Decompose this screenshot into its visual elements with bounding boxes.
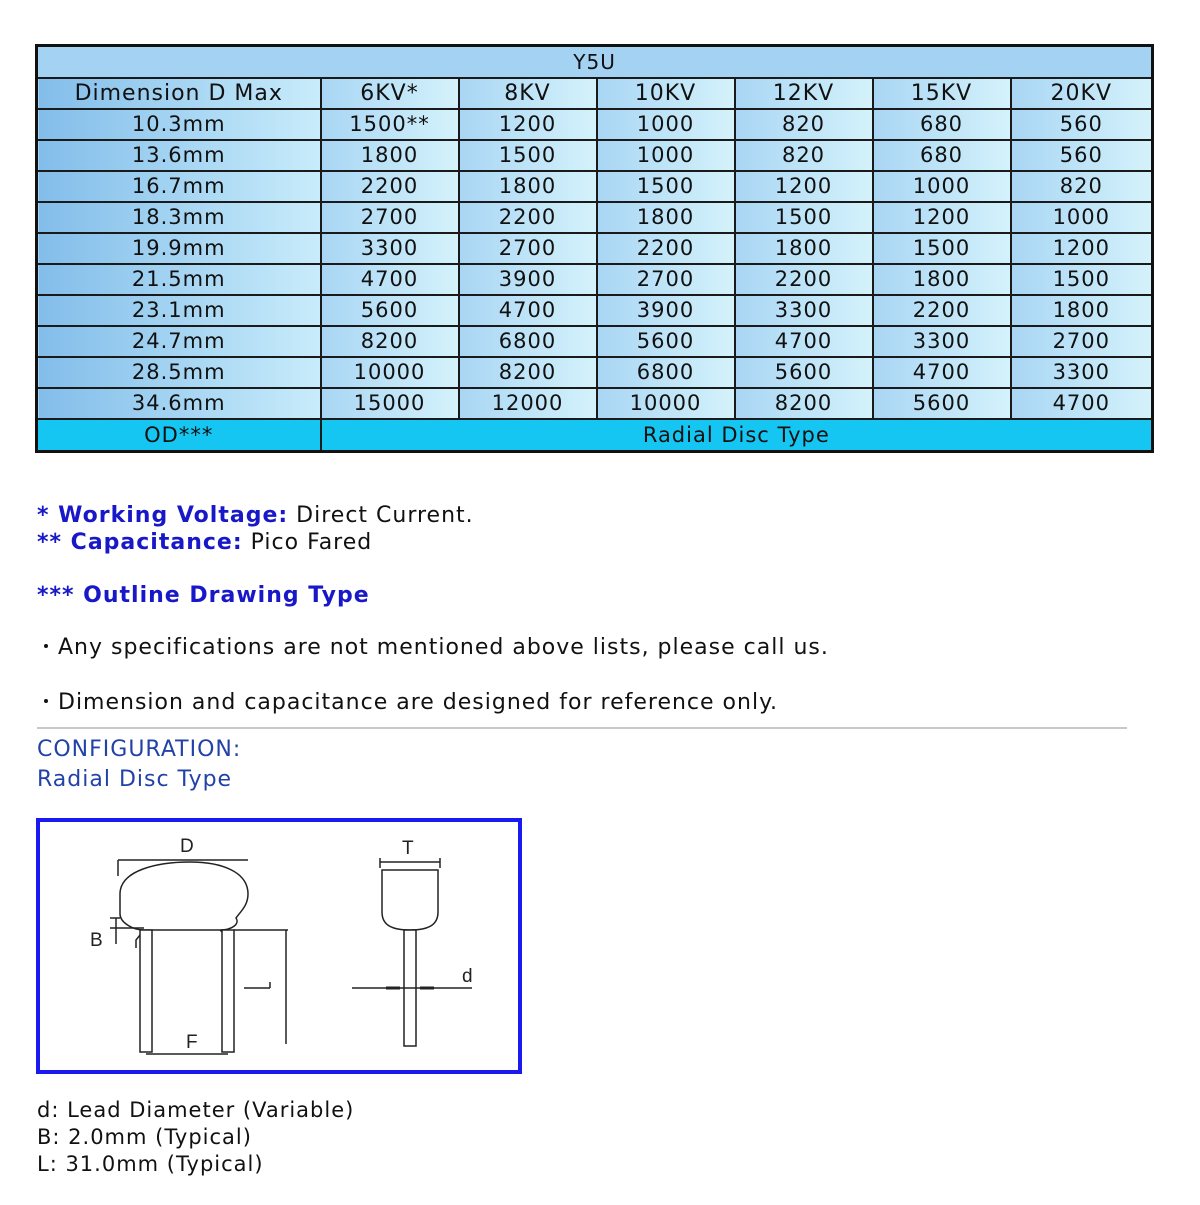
capacitance-cell: 820 [735, 140, 873, 171]
capacitance-cell: 560 [1011, 140, 1153, 171]
capacitance-cell: 560 [1011, 109, 1153, 140]
outline-drawing [36, 818, 522, 1074]
capacitance-cell: 1800 [597, 202, 735, 233]
capacitance-cell: 1200 [459, 109, 597, 140]
capacitance-cell: 5600 [597, 326, 735, 357]
note-capacitance-value: Pico Fared [242, 530, 373, 555]
spec-table [35, 44, 1154, 453]
capacitance-cell: 1000 [1011, 202, 1153, 233]
capacitance-cell: 6800 [459, 326, 597, 357]
capacitance-cell: 680 [873, 109, 1011, 140]
table-row [37, 202, 1153, 233]
table-row [37, 233, 1153, 264]
capacitance-cell: 1800 [1011, 295, 1153, 326]
capacitance-cell: 15000 [321, 388, 459, 419]
capacitance-cell: 6800 [597, 357, 735, 388]
capacitance-cell: 8200 [321, 326, 459, 357]
column-header: 8KV [459, 78, 597, 109]
capacitance-cell: 2700 [1011, 326, 1153, 357]
capacitance-cell: 2700 [321, 202, 459, 233]
row-dimension: 10.3mm [37, 109, 321, 140]
row-dimension: 13.6mm [37, 140, 321, 171]
note-working-voltage-value: Direct Current. [288, 503, 474, 528]
capacitance-cell: 1200 [873, 202, 1011, 233]
column-header: Dimension D Max [37, 78, 321, 109]
note-bullet-2-text: Dimension and capacitance are designed for reference only. [58, 690, 778, 715]
capacitance-cell: 2700 [459, 233, 597, 264]
table-row [37, 295, 1153, 326]
disc-body-front [120, 862, 248, 930]
row-dimension: 24.7mm [37, 326, 321, 357]
table-row [37, 326, 1153, 357]
od-value: Radial Disc Type [321, 419, 1153, 452]
row-dimension: 28.5mm [37, 357, 321, 388]
table-row [37, 388, 1153, 419]
capacitance-cell: 1800 [735, 233, 873, 264]
capacitance-cell: 1000 [597, 109, 735, 140]
note-working-voltage [37, 503, 474, 528]
capacitance-cell: 8200 [735, 388, 873, 419]
capacitance-cell: 1500 [597, 171, 735, 202]
capacitance-cell: 3900 [597, 295, 735, 326]
column-header: 15KV [873, 78, 1011, 109]
drawing-label-f: F [186, 1032, 198, 1053]
note-outline: *** Outline Drawing Type [37, 583, 370, 608]
lead-left [140, 930, 152, 1052]
capacitance-cell: 1500 [1011, 264, 1153, 295]
column-header: 12KV [735, 78, 873, 109]
capacitance-cell: 3300 [1011, 357, 1153, 388]
note-bullet-1 [44, 635, 829, 660]
capacitance-cell: 2700 [597, 264, 735, 295]
drawing-label-b: B [90, 930, 103, 951]
table-od-row [37, 419, 1153, 452]
capacitance-cell: 8200 [459, 357, 597, 388]
note-capacitance-label: ** Capacitance: [37, 530, 243, 555]
table-row [37, 264, 1153, 295]
note-working-voltage-label: * Working Voltage: [37, 503, 289, 528]
capacitance-cell: 3900 [459, 264, 597, 295]
capacitance-cell: 1500 [735, 202, 873, 233]
table-row [37, 109, 1153, 140]
table-title: Y5U [37, 46, 1153, 79]
capacitance-cell: 2200 [597, 233, 735, 264]
capacitance-cell: 2200 [321, 171, 459, 202]
capacitance-cell: 4700 [735, 326, 873, 357]
capacitance-cell: 1000 [873, 171, 1011, 202]
capacitance-cell: 1200 [735, 171, 873, 202]
capacitance-cell: 3300 [735, 295, 873, 326]
capacitance-cell: 820 [1011, 171, 1153, 202]
capacitance-cell: 10000 [321, 357, 459, 388]
table-row [37, 171, 1153, 202]
capacitance-cell: 1500** [321, 109, 459, 140]
legend-b: B: 2.0mm (Typical) [37, 1125, 252, 1149]
capacitance-cell: 12000 [459, 388, 597, 419]
row-dimension: 16.7mm [37, 171, 321, 202]
table-header-row [37, 78, 1153, 109]
table-title-row [37, 46, 1153, 79]
column-header: 20KV [1011, 78, 1153, 109]
capacitance-cell: 1200 [1011, 233, 1153, 264]
capacitance-cell: 1800 [459, 171, 597, 202]
drawing-label-t: T [402, 838, 414, 859]
capacitance-cell: 4700 [459, 295, 597, 326]
capacitance-cell: 5600 [321, 295, 459, 326]
capacitance-cell: 4700 [873, 357, 1011, 388]
row-dimension: 18.3mm [37, 202, 321, 233]
divider [37, 727, 1127, 729]
note-capacitance [37, 530, 372, 555]
capacitance-cell: 5600 [735, 357, 873, 388]
capacitance-cell: 1000 [597, 140, 735, 171]
capacitance-cell: 3300 [873, 326, 1011, 357]
legend-l: L: 31.0mm (Typical) [37, 1152, 264, 1176]
capacitance-cell: 1500 [459, 140, 597, 171]
capacitance-cell: 4700 [1011, 388, 1153, 419]
bullet-dot-icon [44, 644, 48, 648]
drawing-label-d-upper: D [180, 836, 194, 857]
drawing-label-d-lower: d [462, 966, 473, 987]
configuration-heading: CONFIGURATION: [37, 737, 242, 762]
row-dimension: 19.9mm [37, 233, 321, 264]
capacitance-cell: 5600 [873, 388, 1011, 419]
lead-right [222, 930, 234, 1052]
capacitance-cell: 3300 [321, 233, 459, 264]
column-header: 10KV [597, 78, 735, 109]
table-row [37, 140, 1153, 171]
outline-drawing-svg [40, 822, 518, 1070]
row-dimension: 23.1mm [37, 295, 321, 326]
capacitance-cell: 820 [735, 109, 873, 140]
row-dimension: 34.6mm [37, 388, 321, 419]
configuration-type: Radial Disc Type [37, 767, 233, 792]
capacitance-cell: 1800 [321, 140, 459, 171]
disc-body-side [382, 870, 438, 930]
capacitance-cell: 2200 [735, 264, 873, 295]
capacitance-cell: 2200 [873, 295, 1011, 326]
capacitance-cell: 4700 [321, 264, 459, 295]
capacitance-cell: 1500 [873, 233, 1011, 264]
row-dimension: 21.5mm [37, 264, 321, 295]
capacitance-cell: 1800 [873, 264, 1011, 295]
od-label: OD*** [37, 419, 321, 452]
bullet-dot-icon [44, 699, 48, 703]
legend-lead-diameter: d: Lead Diameter (Variable) [37, 1098, 355, 1122]
capacitance-cell: 10000 [597, 388, 735, 419]
capacitance-cell: 680 [873, 140, 1011, 171]
table-row [37, 357, 1153, 388]
capacitance-cell: 2200 [459, 202, 597, 233]
note-bullet-2 [44, 690, 778, 715]
column-header: 6KV* [321, 78, 459, 109]
note-bullet-1-text: Any specifications are not mentioned above lists, please call us. [58, 635, 829, 660]
